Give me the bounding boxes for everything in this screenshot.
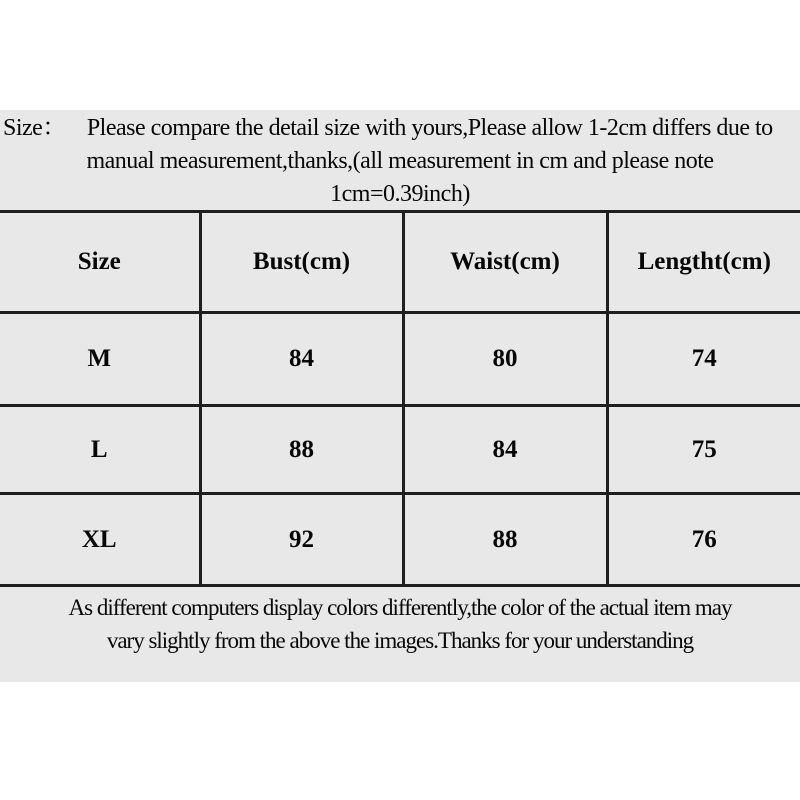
cell-length-l: 75 bbox=[607, 406, 800, 494]
column-header-waist: Waist(cm) bbox=[403, 212, 607, 313]
size-table bbox=[0, 210, 800, 587]
measurement-note-line2: manual measurement,thanks,(all measurement in cm and please note bbox=[86, 148, 714, 174]
measurement-note bbox=[0, 110, 800, 210]
cell-length-xl: 76 bbox=[607, 494, 800, 586]
column-header-bust: Bust(cm) bbox=[200, 212, 403, 313]
table-row-m bbox=[0, 313, 800, 406]
color-disclaimer-line2: vary slightly from the above the images.Thanks for your understanding bbox=[106, 628, 694, 653]
table-row-xl bbox=[0, 494, 800, 586]
cell-waist-l: 84 bbox=[403, 406, 607, 494]
size-chart-panel bbox=[0, 110, 800, 682]
measurement-note-line1 bbox=[0, 112, 800, 145]
cell-size-l: L bbox=[0, 406, 200, 494]
color-disclaimer-line1: As different computers display colors differently,the color of the actual item may bbox=[68, 595, 732, 620]
color-disclaimer bbox=[0, 587, 800, 657]
column-header-length: Lengtht(cm) bbox=[607, 212, 800, 313]
measurement-note-text: Please compare the detail size with yours,Please allow 1-2cm differs due to bbox=[86, 115, 773, 141]
table-row-l bbox=[0, 406, 800, 494]
cell-waist-xl: 88 bbox=[403, 494, 607, 586]
cell-bust-l: 88 bbox=[200, 406, 403, 494]
cell-bust-xl: 92 bbox=[200, 494, 403, 586]
cell-size-xl: XL bbox=[0, 494, 200, 586]
cell-length-m: 74 bbox=[607, 313, 800, 406]
cell-size-m: M bbox=[0, 313, 200, 406]
measurement-note-line3: 1cm=0.39inch) bbox=[330, 181, 470, 207]
column-header-size: Size bbox=[0, 212, 200, 313]
cell-waist-m: 80 bbox=[403, 313, 607, 406]
size-table-header-row bbox=[0, 212, 800, 313]
cell-bust-m: 84 bbox=[200, 313, 403, 406]
size-label: Size： bbox=[3, 115, 66, 141]
